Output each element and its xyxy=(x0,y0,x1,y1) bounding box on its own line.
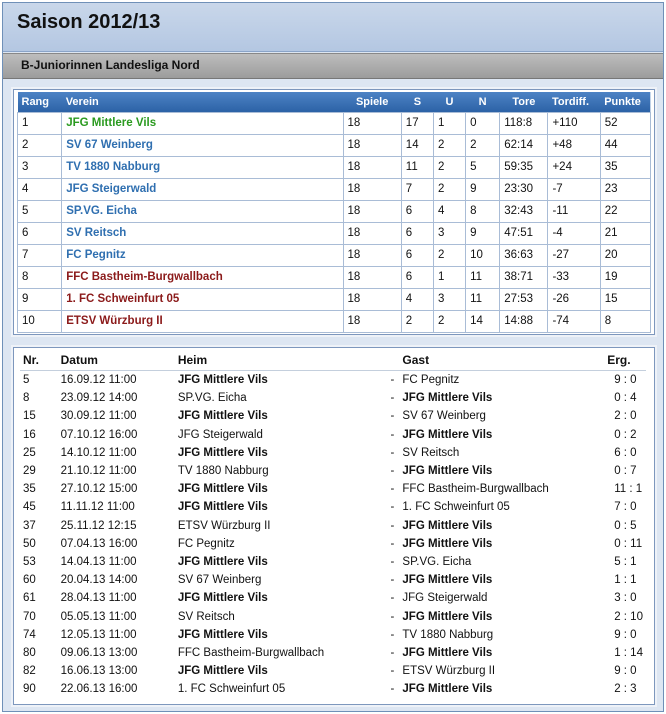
match-cell-erg: 9 : 0 xyxy=(614,665,637,678)
col-erg: Erg. xyxy=(604,350,646,371)
standings-cell-spiele: 18 xyxy=(343,288,401,310)
standings-cell-rang: 5 xyxy=(18,200,62,222)
match-cell-heim: FFC Bastheim-Burgwallbach xyxy=(177,646,325,659)
match-cell-heim: JFG Steigerwald xyxy=(177,428,263,441)
page-frame xyxy=(2,2,664,712)
standings-panel xyxy=(13,89,655,335)
match-row xyxy=(20,517,646,535)
match-cell-nr: 37 xyxy=(23,519,36,532)
match-row xyxy=(20,680,646,698)
standings-cell-spiele: 18 xyxy=(343,222,401,244)
match-row xyxy=(20,607,646,625)
match-cell-erg: 6 : 0 xyxy=(614,446,637,459)
standings-row xyxy=(18,178,651,200)
match-cell-separator: - xyxy=(390,392,395,405)
match-cell-erg: 11 : 1 xyxy=(614,483,643,496)
col-s: S xyxy=(413,95,422,108)
standings-cell-rang: 1 xyxy=(18,112,62,134)
standings-cell-tordiff: -4 xyxy=(548,222,600,244)
standings-cell-tore: 47:51 xyxy=(500,222,548,244)
match-cell-nr: 74 xyxy=(23,628,36,641)
match-cell-datum: 16.09.12 11:00 xyxy=(60,374,137,387)
col-tore: Tore xyxy=(512,95,536,108)
col-tordiff: Tordiff. xyxy=(551,95,590,108)
match-row xyxy=(20,498,646,516)
standings-cell-n: 9 xyxy=(466,222,500,244)
standings-cell-s: 2 xyxy=(401,310,433,332)
standings-row xyxy=(18,222,651,244)
standings-cell-tore: 23:30 xyxy=(500,178,548,200)
standings-cell-u: 2 xyxy=(433,134,465,156)
match-cell-gast: JFG Mittlere Vils xyxy=(402,392,493,405)
standings-row xyxy=(18,288,651,310)
standings-row xyxy=(18,244,651,266)
col-n: N xyxy=(478,95,487,108)
standings-cell-spiele: 18 xyxy=(343,112,401,134)
standings-cell-u: 2 xyxy=(433,156,465,178)
standings-cell-s: 6 xyxy=(401,200,433,222)
match-cell-datum: 30.09.12 11:00 xyxy=(60,410,137,423)
match-cell-erg: 0 : 5 xyxy=(614,519,637,532)
match-cell-gast: SP.VG. Eicha xyxy=(402,555,472,568)
standings-cell-u: 2 xyxy=(433,178,465,200)
match-cell-separator: - xyxy=(390,483,395,496)
standings-cell-s: 6 xyxy=(401,266,433,288)
standings-cell-u: 1 xyxy=(433,112,465,134)
match-cell-datum: 11.11.12 11:00 xyxy=(60,501,135,514)
standings-cell-tore: 62:14 xyxy=(500,134,548,156)
match-cell-nr: 61 xyxy=(23,592,36,605)
match-cell-separator: - xyxy=(390,574,395,587)
match-cell-heim: SP.VG. Eicha xyxy=(177,392,247,405)
standings-cell-tordiff: -26 xyxy=(548,288,600,310)
match-cell-separator: - xyxy=(390,665,395,678)
standings-cell-verein: SP.VG. Eicha xyxy=(62,200,343,222)
match-cell-separator: - xyxy=(390,555,395,568)
standings-cell-rang: 8 xyxy=(18,266,62,288)
match-row xyxy=(20,444,646,462)
match-cell-separator: - xyxy=(390,519,395,532)
col-punkte: Punkte xyxy=(604,95,641,108)
standings-cell-punkte: 20 xyxy=(600,244,650,266)
match-cell-datum: 07.10.12 16:00 xyxy=(60,428,138,441)
standings-cell-verein: TV 1880 Nabburg xyxy=(62,156,343,178)
match-cell-heim: JFG Mittlere Vils xyxy=(177,410,268,423)
match-cell-heim: JFG Mittlere Vils xyxy=(177,665,268,678)
match-cell-heim: JFG Mittlere Vils xyxy=(177,501,268,514)
match-cell-erg: 0 : 7 xyxy=(614,465,637,478)
match-cell-heim: SV 67 Weinberg xyxy=(177,574,262,587)
match-cell-gast: JFG Mittlere Vils xyxy=(402,610,493,623)
standings-cell-tordiff: +48 xyxy=(548,134,600,156)
match-row xyxy=(20,389,646,407)
match-row xyxy=(20,662,646,680)
match-row xyxy=(20,626,646,644)
standings-cell-tore: 59:35 xyxy=(500,156,548,178)
standings-cell-n: 8 xyxy=(466,200,500,222)
match-row xyxy=(20,589,646,607)
standings-cell-tordiff: -7 xyxy=(548,178,600,200)
match-cell-gast: JFG Mittlere Vils xyxy=(402,574,493,587)
standings-row xyxy=(18,156,651,178)
standings-cell-rang: 6 xyxy=(18,222,62,244)
match-cell-nr: 53 xyxy=(23,555,36,568)
season-title: Saison 2012/13 xyxy=(17,11,161,33)
standings-cell-rang: 2 xyxy=(18,134,62,156)
match-row xyxy=(20,407,646,425)
standings-cell-u: 3 xyxy=(433,288,465,310)
match-cell-erg: 0 : 4 xyxy=(614,392,637,405)
match-cell-nr: 5 xyxy=(23,374,30,387)
match-cell-separator: - xyxy=(390,410,395,423)
match-cell-erg: 7 : 0 xyxy=(614,501,637,514)
standings-cell-s: 11 xyxy=(401,156,433,178)
match-cell-gast: FC Pegnitz xyxy=(402,374,460,387)
standings-cell-verein: 1. FC Schweinfurt 05 xyxy=(62,288,343,310)
match-cell-gast: FFC Bastheim-Burgwallbach xyxy=(402,483,549,496)
standings-cell-n: 5 xyxy=(466,156,500,178)
match-cell-datum: 07.04.13 16:00 xyxy=(60,537,138,550)
standings-cell-s: 4 xyxy=(401,288,433,310)
standings-cell-verein: JFG Mittlere Vils xyxy=(62,112,343,134)
match-cell-separator: - xyxy=(390,683,395,696)
standings-cell-verein: SV Reitsch xyxy=(62,222,343,244)
match-cell-datum: 25.11.12 12:15 xyxy=(60,519,137,532)
match-cell-nr: 8 xyxy=(23,392,30,405)
standings-cell-u: 2 xyxy=(433,310,465,332)
match-cell-heim: JFG Mittlere Vils xyxy=(177,555,268,568)
match-cell-datum: 22.06.13 16:00 xyxy=(60,683,138,696)
standings-row xyxy=(18,112,651,134)
match-cell-separator: - xyxy=(390,646,395,659)
match-cell-gast: JFG Mittlere Vils xyxy=(402,683,493,696)
match-cell-nr: 29 xyxy=(23,465,36,478)
match-cell-gast: JFG Mittlere Vils xyxy=(402,519,493,532)
standings-cell-spiele: 18 xyxy=(343,134,401,156)
col-nr: Nr. xyxy=(20,350,58,371)
match-cell-heim: JFG Mittlere Vils xyxy=(177,483,268,496)
col-heim: Heim xyxy=(175,350,386,371)
league-title-bar xyxy=(3,53,663,79)
match-cell-datum: 16.06.13 13:00 xyxy=(60,665,138,678)
match-cell-heim: TV 1880 Nabburg xyxy=(177,465,269,478)
standings-cell-tordiff: +110 xyxy=(548,112,600,134)
match-cell-erg: 1 : 1 xyxy=(614,574,637,587)
standings-cell-n: 2 xyxy=(466,134,500,156)
standings-cell-tore: 38:71 xyxy=(500,266,548,288)
standings-row xyxy=(18,134,651,156)
match-cell-erg: 0 : 2 xyxy=(614,428,637,441)
standings-header-row xyxy=(18,92,651,112)
standings-cell-tore: 118:8 xyxy=(500,112,548,134)
match-cell-gast: 1. FC Schweinfurt 05 xyxy=(402,501,510,514)
standings-cell-spiele: 18 xyxy=(343,310,401,332)
standings-table xyxy=(17,92,651,333)
col-rang: Rang xyxy=(21,95,49,108)
match-cell-gast: JFG Mittlere Vils xyxy=(402,646,493,659)
col-verein: Verein xyxy=(65,95,99,108)
match-cell-heim: JFG Mittlere Vils xyxy=(177,374,268,387)
standings-cell-s: 7 xyxy=(401,178,433,200)
standings-cell-tore: 32:43 xyxy=(500,200,548,222)
match-cell-nr: 80 xyxy=(23,646,36,659)
standings-cell-n: 14 xyxy=(466,310,500,332)
standings-cell-verein: SV 67 Weinberg xyxy=(62,134,343,156)
match-cell-gast: JFG Steigerwald xyxy=(402,592,488,605)
standings-cell-tordiff: -27 xyxy=(548,244,600,266)
standings-cell-punkte: 35 xyxy=(600,156,650,178)
standings-cell-rang: 10 xyxy=(18,310,62,332)
match-cell-nr: 25 xyxy=(23,446,36,459)
col-u: U xyxy=(445,95,454,108)
match-cell-nr: 60 xyxy=(23,574,36,587)
match-cell-nr: 50 xyxy=(23,537,36,550)
match-cell-heim: JFG Mittlere Vils xyxy=(177,628,268,641)
match-cell-gast: TV 1880 Nabburg xyxy=(402,628,494,641)
match-row xyxy=(20,571,646,589)
standings-cell-u: 3 xyxy=(433,222,465,244)
match-cell-erg: 9 : 0 xyxy=(614,374,637,387)
standings-row xyxy=(18,310,651,332)
standings-cell-punkte: 15 xyxy=(600,288,650,310)
standings-cell-punkte: 22 xyxy=(600,200,650,222)
standings-cell-n: 0 xyxy=(466,112,500,134)
match-row xyxy=(20,371,646,390)
match-cell-nr: 90 xyxy=(23,683,36,696)
match-cell-gast: JFG Mittlere Vils xyxy=(402,465,493,478)
standings-cell-tordiff: +24 xyxy=(548,156,600,178)
match-row xyxy=(20,462,646,480)
match-cell-heim: 1. FC Schweinfurt 05 xyxy=(177,683,286,696)
match-cell-nr: 15 xyxy=(23,410,36,423)
match-cell-erg: 9 : 0 xyxy=(614,628,637,641)
standings-cell-s: 6 xyxy=(401,244,433,266)
standings-cell-verein: FC Pegnitz xyxy=(62,244,343,266)
match-row xyxy=(20,426,646,444)
col-datum: Datum xyxy=(58,350,175,371)
standings-row xyxy=(18,200,651,222)
match-cell-heim: ETSV Würzburg II xyxy=(177,519,271,532)
match-cell-separator: - xyxy=(390,446,395,459)
standings-cell-rang: 4 xyxy=(18,178,62,200)
match-cell-erg: 5 : 1 xyxy=(614,555,637,568)
standings-cell-s: 6 xyxy=(401,222,433,244)
standings-cell-punkte: 8 xyxy=(600,310,650,332)
standings-cell-verein: JFG Steigerwald xyxy=(62,178,343,200)
match-cell-heim: SV Reitsch xyxy=(177,610,235,623)
standings-cell-spiele: 18 xyxy=(343,178,401,200)
standings-cell-punkte: 19 xyxy=(600,266,650,288)
match-cell-datum: 23.09.12 14:00 xyxy=(60,392,138,405)
match-cell-separator: - xyxy=(390,610,395,623)
match-cell-nr: 82 xyxy=(23,665,36,678)
standings-cell-n: 11 xyxy=(466,288,500,310)
match-cell-gast: JFG Mittlere Vils xyxy=(402,537,493,550)
standings-cell-rang: 7 xyxy=(18,244,62,266)
match-cell-gast: JFG Mittlere Vils xyxy=(402,428,493,441)
standings-cell-punkte: 23 xyxy=(600,178,650,200)
match-cell-separator: - xyxy=(390,501,395,514)
standings-cell-spiele: 18 xyxy=(343,244,401,266)
standings-cell-verein: FFC Bastheim-Burgwallbach xyxy=(62,266,343,288)
standings-cell-verein: ETSV Würzburg II xyxy=(62,310,343,332)
match-cell-nr: 45 xyxy=(23,501,36,514)
matches-panel xyxy=(13,347,655,705)
match-cell-separator: - xyxy=(390,374,395,387)
standings-cell-s: 17 xyxy=(401,112,433,134)
matches-header-row xyxy=(20,350,646,371)
standings-cell-spiele: 18 xyxy=(343,200,401,222)
col-gast: Gast xyxy=(399,350,604,371)
match-cell-datum: 27.10.12 15:00 xyxy=(60,483,138,496)
standings-cell-tore: 27:53 xyxy=(500,288,548,310)
match-cell-separator: - xyxy=(390,428,395,441)
match-cell-datum: 12.05.13 11:00 xyxy=(60,628,137,641)
match-cell-separator: - xyxy=(390,537,395,550)
match-cell-erg: 3 : 0 xyxy=(614,592,637,605)
matches-table xyxy=(20,350,646,698)
standings-cell-tore: 14:88 xyxy=(500,310,548,332)
league-title: B-Juniorinnen Landesliga Nord xyxy=(21,58,200,72)
match-cell-gast: SV 67 Weinberg xyxy=(402,410,486,423)
match-cell-datum: 20.04.13 14:00 xyxy=(60,574,138,587)
match-cell-separator: - xyxy=(390,465,395,478)
match-cell-heim: FC Pegnitz xyxy=(177,537,235,550)
season-title-bar xyxy=(3,3,663,52)
standings-cell-u: 4 xyxy=(433,200,465,222)
match-row xyxy=(20,553,646,571)
match-row xyxy=(20,535,646,553)
match-cell-nr: 35 xyxy=(23,483,36,496)
match-cell-datum: 14.04.13 11:00 xyxy=(60,555,137,568)
match-row xyxy=(20,480,646,498)
standings-cell-tore: 36:63 xyxy=(500,244,548,266)
match-cell-separator: - xyxy=(390,592,395,605)
standings-cell-punkte: 21 xyxy=(600,222,650,244)
standings-cell-tordiff: -33 xyxy=(548,266,600,288)
match-cell-heim: JFG Mittlere Vils xyxy=(177,592,268,605)
standings-cell-n: 11 xyxy=(466,266,500,288)
col-spiele: Spiele xyxy=(355,95,389,108)
standings-cell-punkte: 44 xyxy=(600,134,650,156)
standings-cell-u: 2 xyxy=(433,244,465,266)
match-cell-separator: - xyxy=(390,628,395,641)
match-cell-gast: SV Reitsch xyxy=(402,446,460,459)
match-cell-erg: 2 : 0 xyxy=(614,410,637,423)
standings-cell-rang: 3 xyxy=(18,156,62,178)
match-cell-datum: 14.10.12 11:00 xyxy=(60,446,137,459)
standings-cell-tordiff: -74 xyxy=(548,310,600,332)
match-cell-datum: 05.05.13 11:00 xyxy=(60,610,137,623)
match-cell-datum: 28.04.13 11:00 xyxy=(60,592,137,605)
match-cell-nr: 16 xyxy=(23,428,36,441)
standings-cell-spiele: 18 xyxy=(343,156,401,178)
standings-cell-s: 14 xyxy=(401,134,433,156)
match-cell-erg: 2 : 3 xyxy=(614,683,637,696)
standings-cell-tordiff: -11 xyxy=(548,200,600,222)
match-row xyxy=(20,644,646,662)
match-cell-datum: 09.06.13 13:00 xyxy=(60,646,138,659)
standings-cell-n: 9 xyxy=(466,178,500,200)
standings-cell-punkte: 52 xyxy=(600,112,650,134)
standings-row xyxy=(18,266,651,288)
match-cell-heim: JFG Mittlere Vils xyxy=(177,446,268,459)
match-cell-erg: 0 : 11 xyxy=(614,537,643,550)
standings-cell-u: 1 xyxy=(433,266,465,288)
standings-cell-rang: 9 xyxy=(18,288,62,310)
match-cell-erg: 2 : 10 xyxy=(614,610,643,623)
match-cell-datum: 21.10.12 11:00 xyxy=(60,465,137,478)
match-cell-gast: ETSV Würzburg II xyxy=(402,665,496,678)
match-cell-nr: 70 xyxy=(23,610,36,623)
match-cell-erg: 1 : 14 xyxy=(614,646,643,659)
standings-cell-spiele: 18 xyxy=(343,266,401,288)
standings-cell-n: 10 xyxy=(466,244,500,266)
